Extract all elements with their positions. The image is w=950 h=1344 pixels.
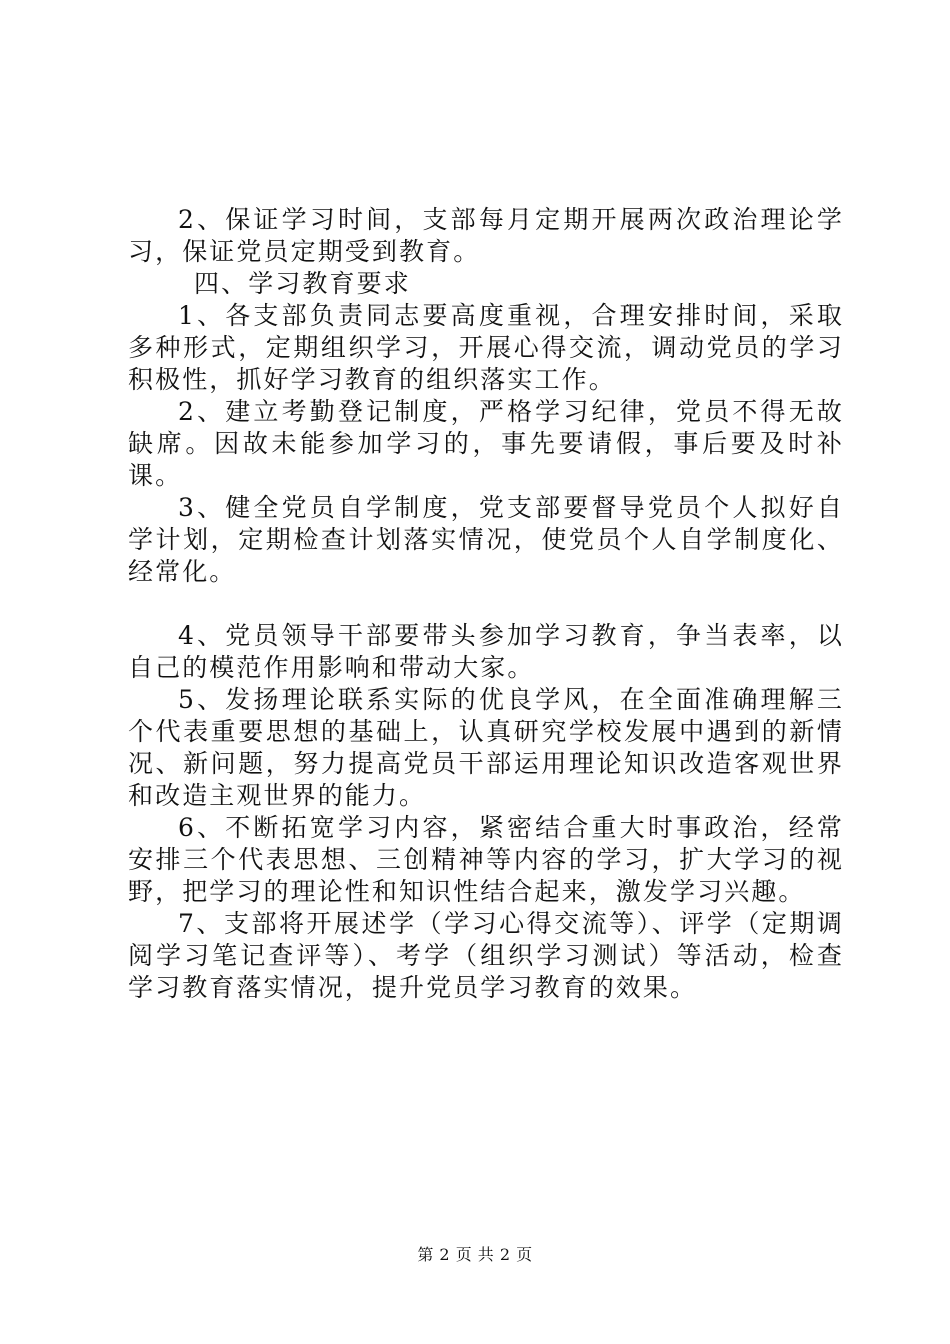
requirement-item-6: 6、不断拓宽学习内容，紧密结合重大时事政治，经常安排三个代表思想、三创精神等内容的学习，扩大学习的视野，把学习的理论性和知识性结合起来，激发学习兴趣。 [128, 813, 844, 906]
requirement-item-5: 5、发扬理论联系实际的优良学风，在全面准确理解三个代表重要思想的基础上，认真研究学校发展中遇到的新情况、新问题，努力提高党员干部运用理论知识改造客观世界和改造主观世界的能力。 [128, 685, 844, 810]
requirement-item-3: 3、健全党员自学制度，党支部要督导党员个人拟好自学计划，定期检查计划落实情况，使党员个人自学制度化、经常化。 [128, 493, 844, 586]
paragraph-study-time: 2、保证学习时间，支部每月定期开展两次政治理论学习，保证党员定期受到教育。 [128, 205, 844, 266]
document-body [128, 204, 844, 1004]
section-heading-requirements: 四、学习教育要求 [194, 269, 411, 298]
requirement-item-1: 1、各支部负责同志要高度重视，合理安排时间，采取多种形式，定期组织学习，开展心得交流，调动党员的学习积极性，抓好学习教育的组织落实工作。 [128, 301, 844, 394]
page-number-footer: 第 2 页 共 2 页 [417, 1245, 533, 1264]
requirement-item-2: 2、建立考勤登记制度，严格学习纪律，党员不得无故缺席。因故未能参加学习的，事先要请假，事后要及时补课。 [128, 397, 844, 490]
requirement-item-7: 7、支部将开展述学（学习心得交流等）、评学（定期调阅学习笔记查评等）、考学（组织学习测试）等活动，检查学习教育落实情况，提升党员学习教育的效果。 [128, 909, 844, 1002]
requirement-item-4: 4、党员领导干部要带头参加学习教育，争当表率，以自己的模范作用影响和带动大家。 [128, 621, 844, 682]
